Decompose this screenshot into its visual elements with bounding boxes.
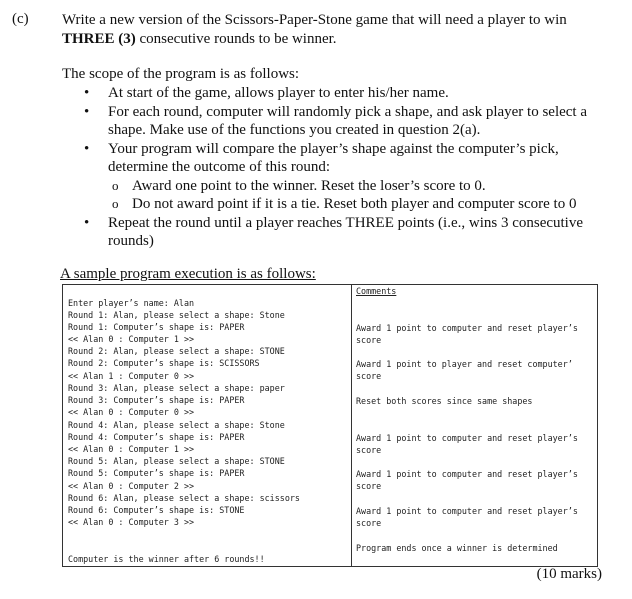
- output-line: << Alan 0 : Computer 2 >>: [68, 481, 195, 491]
- sub-list-item: [108, 195, 607, 214]
- circle-bullet-icon: o: [112, 177, 119, 193]
- sub-bullet-text: Award one point to the winner. Reset the loser’s score to 0.: [132, 177, 486, 194]
- output-line: << Alan 1 : Computer 0 >>: [68, 371, 195, 381]
- intro-text-end: consecutive rounds to be winner.: [135, 31, 337, 47]
- bullet-text: At start of the game, allows player to enter his/her name.: [108, 85, 449, 101]
- bullet-text: Your program will compare the player’s shape against the computer’s pick, determine the outcome of this round:: [108, 140, 559, 175]
- sub-list-item: [108, 177, 607, 196]
- bullet-icon: •: [84, 85, 90, 101]
- final-output-line: Computer is the winner after 6 rounds!!: [68, 554, 265, 564]
- output-line: Round 2: Alan, please select a shape: STONE: [68, 346, 285, 356]
- intro-bold: THREE (3): [62, 31, 136, 47]
- output-line: Round 3: Computer’s shape is: PAPER: [68, 395, 245, 405]
- output-line: << Alan 0 : Computer 3 >>: [68, 517, 195, 527]
- list-item: [62, 84, 607, 103]
- question-label: (c): [12, 11, 29, 27]
- comment: Award 1 point to computer and reset player’s score: [356, 469, 578, 492]
- output-line: Round 1: Alan, please select a shape: Stone: [68, 310, 285, 320]
- column-divider: [351, 285, 352, 566]
- circle-bullet-icon: o: [112, 196, 119, 211]
- list-item: [62, 103, 607, 140]
- output-line: << Alan 0 : Computer 1 >>: [68, 334, 195, 344]
- comment: Award 1 point to computer and reset player’s score: [356, 323, 578, 346]
- bullet-text: For each round, computer will randomly pick a shape, and ask player to select a shape. Make use of the functions you created in question 2(a).: [108, 103, 588, 138]
- output-line: Round 5: Alan, please select a shape: STONE: [68, 456, 285, 466]
- comment: Award 1 point to player and reset computer’ score: [356, 359, 573, 382]
- sub-list: [108, 177, 607, 214]
- bullet-icon: •: [84, 103, 90, 120]
- output-line: << Alan 0 : Computer 0 >>: [68, 407, 195, 417]
- bullet-icon: •: [84, 214, 90, 231]
- list-item: [62, 140, 607, 214]
- bullet-icon: •: [84, 140, 90, 157]
- marks-label: (10 marks): [536, 566, 602, 582]
- list-item: [62, 214, 607, 251]
- scope-title: The scope of the program is as follows:: [62, 66, 300, 82]
- output-line: Round 4: Computer’s shape is: PAPER: [68, 432, 245, 442]
- sub-bullet-text: Do not award point if it is a tie. Reset both player and computer score to 0: [132, 196, 577, 212]
- output-line: Round 1: Computer’s shape is: PAPER: [68, 322, 245, 332]
- output-line: Round 6: Computer’s shape is: STONE: [68, 505, 245, 515]
- question-intro: [62, 11, 612, 49]
- comments-header: Comments: [356, 286, 397, 296]
- comment: Award 1 point to computer and reset player’s score: [356, 433, 578, 456]
- output-line: Enter player’s name: Alan: [68, 298, 195, 308]
- sample-title: A sample program execution is as follows:: [60, 266, 316, 282]
- output-line: Round 6: Alan, please select a shape: scissors: [68, 493, 300, 503]
- scope-list: [62, 84, 607, 251]
- bullet-text: Repeat the round until a player reaches THREE points (i.e., wins 3 consecutive rounds): [108, 214, 584, 249]
- comment: Program ends once a winner is determined: [356, 543, 558, 553]
- output-line: Round 4: Alan, please select a shape: Stone: [68, 420, 285, 430]
- intro-text: Write a new version of the Scissors-Paper-Stone game that will need a player to win: [62, 12, 567, 28]
- comment: Award 1 point to computer and reset player’s score: [356, 506, 578, 529]
- output-line: Round 2: Computer’s shape is: SCISSORS: [68, 358, 260, 368]
- output-line: << Alan 0 : Computer 1 >>: [68, 444, 195, 454]
- comment: Reset both scores since same shapes: [356, 396, 533, 406]
- sample-table: [62, 284, 598, 567]
- output-line: Round 5: Computer’s shape is: PAPER: [68, 468, 245, 478]
- output-line: Round 3: Alan, please select a shape: paper: [68, 383, 285, 393]
